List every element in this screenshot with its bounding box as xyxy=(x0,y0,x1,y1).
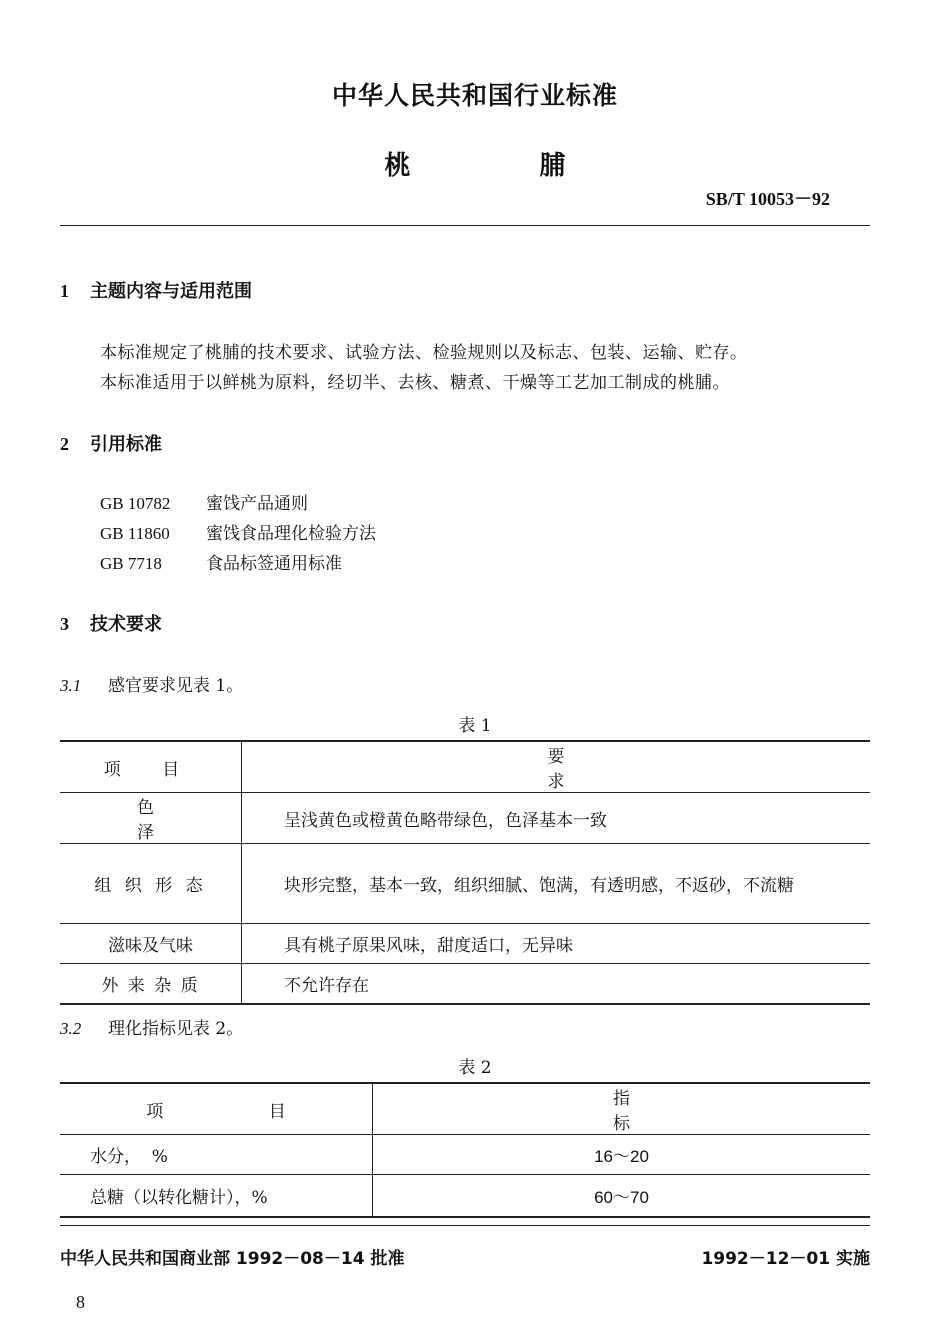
section-number: 1 xyxy=(60,281,69,301)
table-1-caption: 表 1 xyxy=(458,716,492,736)
cell-item: 色 泽 xyxy=(60,793,242,844)
table-header-row xyxy=(60,741,870,793)
header-rule xyxy=(60,225,870,226)
reference-item xyxy=(100,549,342,574)
reference-code: GB 7718 xyxy=(100,554,162,573)
subsection-text: 感官要求见表 1。 xyxy=(108,676,244,696)
cell-item: 总糖（以转化糖计），% xyxy=(60,1175,373,1217)
table-row xyxy=(60,844,870,924)
section-title: 引用标准 xyxy=(90,434,162,455)
cell-requirement: 呈浅黄色或橙黄色略带绿色，色泽基本一致 xyxy=(242,793,871,844)
document-title: 桃 脯 xyxy=(384,151,626,181)
standard-header: 中华人民共和国行业标准 xyxy=(331,81,618,110)
cell-requirement: 块形完整，基本一致，组织细腻、饱满，有透明感，不返砂，不流糖 xyxy=(242,844,871,924)
table-row xyxy=(60,924,870,964)
reference-code: GB 10782 xyxy=(100,494,171,513)
standard-code: SB/T 10053－92 xyxy=(705,189,830,209)
reference-name: 食品标签通用标准 xyxy=(206,554,342,574)
section-title: 主题内容与适用范围 xyxy=(90,281,252,302)
table-row xyxy=(60,793,870,844)
table-header-row xyxy=(60,1083,870,1135)
column-header-item: 项 目 xyxy=(60,1083,373,1135)
cell-requirement: 不允许存在 xyxy=(284,975,369,996)
approval-line: 中华人民共和国商业部 1992－08－14 批准 xyxy=(60,1249,405,1269)
column-header-requirement: 要 求 xyxy=(242,741,871,793)
section-title: 技术要求 xyxy=(90,614,162,635)
footer-rule xyxy=(60,1225,870,1226)
cell-requirement: 具有桃子原果风味，甜度适口，无异味 xyxy=(242,924,871,964)
implementation-line: 1992－12－01 实施 xyxy=(701,1249,870,1269)
column-header-item: 项 目 xyxy=(60,741,242,793)
subsection-number: 3.2 xyxy=(60,1019,82,1038)
section-3-heading xyxy=(60,610,162,636)
table-row xyxy=(60,1175,870,1217)
section-number: 3 xyxy=(60,614,69,634)
table-row xyxy=(60,964,870,1004)
cell-item: 滋味及气味 xyxy=(60,924,242,964)
table-1 xyxy=(60,740,870,1005)
cell-value: 60～70 xyxy=(594,1187,649,1207)
reference-item xyxy=(100,489,308,514)
reference-name: 蜜饯产品通则 xyxy=(206,494,308,514)
paragraph: 本标准适用于以鲜桃为原料，经切半、去核、糖煮、干燥等工艺加工制成的桃脯。 xyxy=(100,373,730,393)
section-1-heading xyxy=(60,277,252,303)
reference-item xyxy=(100,519,376,544)
subsection-text: 理化指标见表 2。 xyxy=(108,1019,244,1039)
reference-name: 蜜饯食品理化检验方法 xyxy=(206,524,376,544)
table-2 xyxy=(60,1082,870,1218)
paragraph: 本标准规定了桃脯的技术要求、试验方法、检验规则以及标志、包装、运输、贮存。 xyxy=(100,343,748,363)
cell-item: 水分， % xyxy=(60,1135,373,1175)
cell-value: 16～20 xyxy=(373,1135,871,1175)
cell-item: 外 来 杂 质 xyxy=(60,964,242,1004)
table-2-caption: 表 2 xyxy=(458,1058,492,1078)
column-header-index: 指 标 xyxy=(373,1083,871,1135)
subsection-3-1 xyxy=(60,671,243,696)
section-2-heading xyxy=(60,430,162,456)
subsection-3-2 xyxy=(60,1014,243,1039)
reference-code: GB 11860 xyxy=(100,524,170,543)
subsection-number: 3.1 xyxy=(60,676,82,695)
cell-item: 组 织 形 态 xyxy=(60,844,242,924)
section-number: 2 xyxy=(60,434,69,454)
table-row xyxy=(60,1135,870,1175)
page-number: 8 xyxy=(76,1292,85,1312)
